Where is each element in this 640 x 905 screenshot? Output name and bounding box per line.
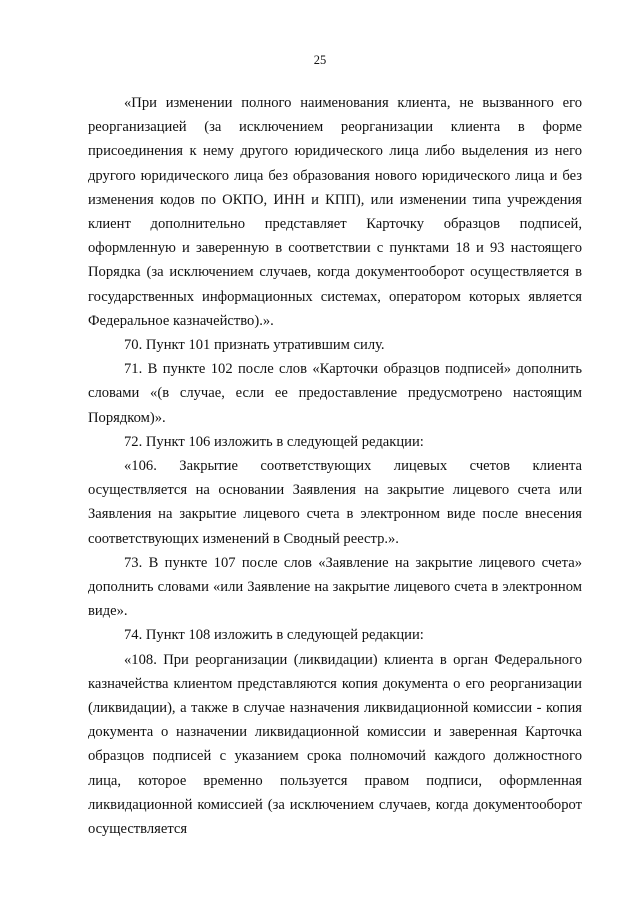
page-number: 25 (313, 53, 327, 67)
paragraph-item-108-text: «108. При реорганизации (ликвидации) клиента в орган Федерального казначейства клиентом представляются копия документа о его реорганизации (ликвидации), а также в случае назначения ликвидационной комиссии - копия документа о назначении ликвидационной комиссии и заверенная Карточка образцов подписей с указанием срока полномочий каждого должностного лица, которое временно пользуется правом подписи, оформленная ликвидационной комиссией (за исключением случаев, когда документооборот осуществляется (88, 651, 582, 838)
paragraph-name-change: «При изменении полного наименования клиента, не вызванного его реорганизацией (за исключением реорганизации клиента в форме присоединения к нему другого юридического лица либо выделения из него другого юридического лица без образования нового юридического лица и без изменения кодов по ОКПО, ИНН и КПП), или изменении типа учреждения клиент дополнительно представляет Карточку образцов подписей, оформленную и заверенную в соответствии с пунктами 18 и 93 настоящего Порядка (за исключением случаев, когда документооборот осуществляется в государственных информационных системах, оператором которых является Федеральное казначейство).». (88, 95, 582, 329)
paragraph-item-72: 72. Пункт 106 изложить в следующей редакции: (124, 433, 424, 450)
document-body (88, 91, 582, 841)
paragraph-item-70: 70. Пункт 101 признать утратившим силу. (124, 337, 385, 354)
paragraph-item-73: 73. В пункте 107 после слов «Заявление на закрытие лицевого счета» дополнить словами «или Заявление на закрытие лицевого счета в электронном виде». (88, 554, 582, 620)
paragraph-item-71: 71. В пункте 102 после слов «Карточки образцов подписей» дополнить словами «(в случае, если ее предоставление предусмотрено настоящим Порядком)». (88, 361, 582, 426)
paragraph-item-74: 74. Пункт 108 изложить в следующей редакции: (124, 627, 424, 644)
paragraph-item-106-text: «106. Закрытие соответствующих лицевых счетов клиента осуществляется на основании Заявления на закрытие лицевого счета или Заявления на закрытие лицевого счета в электронном виде после внесения соответствующих изменений в Сводный реестр.». (88, 458, 582, 547)
